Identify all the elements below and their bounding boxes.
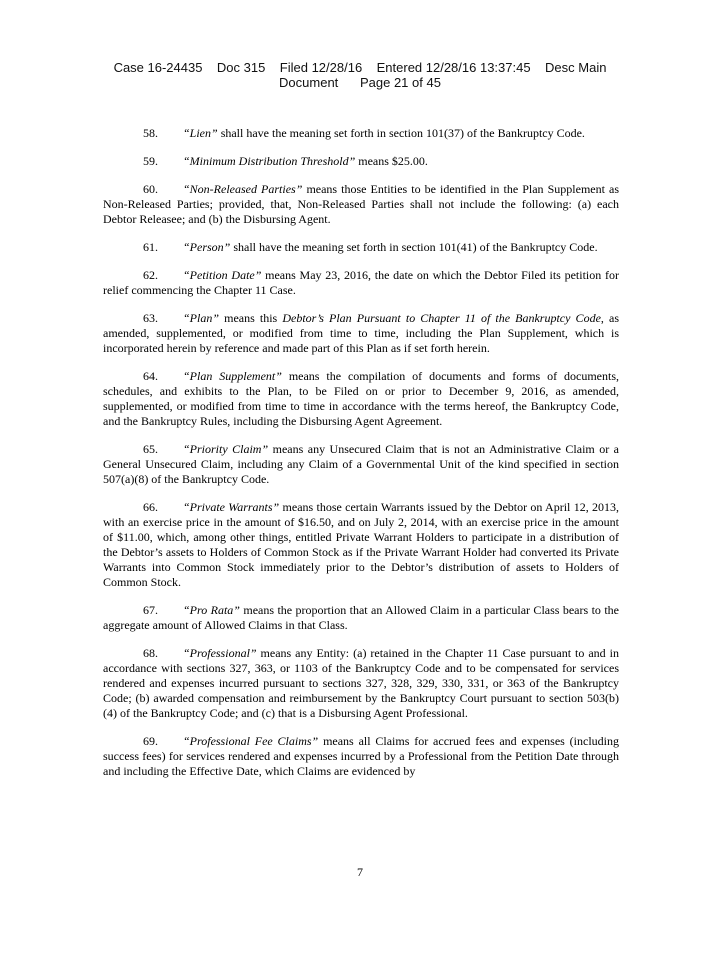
definition-paragraph: 63. “Plan” means this Debtor’s Plan Pursuant to Chapter 11 of the Bankruptcy Code, as amended, supplemented, or modified from time to time, including the Plan Supplement, which is incorporated herein by reference and made part of this Plan as if set forth herein. [103,311,619,355]
definition-paragraph: 59. “Minimum Distribution Threshold” means $25.00. [143,154,428,168]
defined-term: “Private Warrants” [183,500,280,514]
definition-paragraph: 58. “Lien” shall have the meaning set forth in section 101(37) of the Bankruptcy Code. [143,126,585,140]
defined-term: “Lien” [183,126,218,140]
header-document-line: Document Page 21 of 45 [279,75,441,90]
defined-term: “Petition Date” [183,268,262,282]
definition-paragraph: 67. “Pro Rata” means the proportion that an Allowed Claim in a particular Class bears to the aggregate amount of Allowed Claims in that Class. [103,603,619,632]
definition-paragraph: 66. “Private Warrants” means those certain Warrants issued by the Debtor on April 12, 2013, with an exercise price in the amount of $16.50, and on July 2, 2014, with an exercise price in the amount of $11.00, which, among other things, entitled Private Warrant Holders to participate in a distribution of the Debtor’s assets to Holders of Common Stock as if the Private Warrant Holder had converted its Private Warrants into Common Stock immediately prior to the Debtor’s distribution of assets to Holders of Common Stock. [103,500,620,589]
page-number: 7 [357,865,363,879]
definition-paragraph: 60. “Non-Released Parties” means those Entities to be identified in the Plan Supplement as Non-Released Parties; provided, that, Non-Released Parties shall not include the following: (a) each Debtor Releasee; and (b) the Disbursing Agent. [103,182,619,226]
defined-term: “Pro Rata” [183,603,240,617]
definition-paragraph: 64. “Plan Supplement” means the compilation of documents and forms of documents, schedules, and exhibits to the Plan, to be Filed on or prior to December 9, 2016, as amended, supplemented, or modified from time to time in accordance with the terms hereof, the Bankruptcy Code, and the Bankruptcy Rules, including the Disbursing Agent Agreement. [103,369,619,428]
defined-term: “Non-Released Parties” [183,182,303,196]
definition-paragraph: 62. “Petition Date” means May 23, 2016, the date on which the Debtor Filed its petition for relief commencing the Chapter 11 Case. [103,268,619,297]
definition-paragraph: 61. “Person” shall have the meaning set forth in section 101(41) of the Bankruptcy Code. [143,240,598,254]
defined-term: “Priority Claim” [183,442,269,456]
defined-term: “Person” [183,240,231,254]
definition-paragraph: 68. “Professional” means any Entity: (a) retained in the Chapter 11 Case pursuant to and in accordance with sections 327, 363, or 1103 of the Bankruptcy Code and to be compensated for services rendered and expenses incurred pursuant to sections 327, 328, 329, 330, 331, or 363 of the Bankruptcy Code; (b) awarded compensation and reimbursement by the Bankruptcy Court pursuant to section 503(b)(4) of the Bankruptcy Code; and (c) that is a Disbursing Agent Professional. [103,646,619,720]
plan-title: Debtor’s Plan Pursuant to Chapter 11 of the Bankruptcy Code [282,311,601,325]
definition-paragraph: 65. “Priority Claim” means any Unsecured Claim that is not an Administrative Claim or a General Unsecured Claim, including any Claim of a Governmental Unit of the kind specified in section 507(a)(8) of the Bankruptcy Code. [103,442,620,486]
defined-term: “Professional Fee Claims” [183,734,319,748]
defined-term: “Plan Supplement” [183,369,282,383]
defined-term: “Professional” [183,646,257,660]
header-case-line: Case 16-24435 Doc 315 Filed 12/28/16 Entered 12/28/16 13:37:45 Desc Main [113,60,607,75]
definition-paragraph: 69. “Professional Fee Claims” means all Claims for accrued fees and expenses (including success fees) for services rendered and expenses incurred by a Professional from the Petition Date through and including the Effective Date, which Claims are evidenced by [103,734,619,778]
defined-term: “Plan” [183,311,220,325]
court-filing-header [60,60,660,90]
definitions-body [103,126,619,792]
defined-term: “Minimum Distribution Threshold” [183,154,356,168]
